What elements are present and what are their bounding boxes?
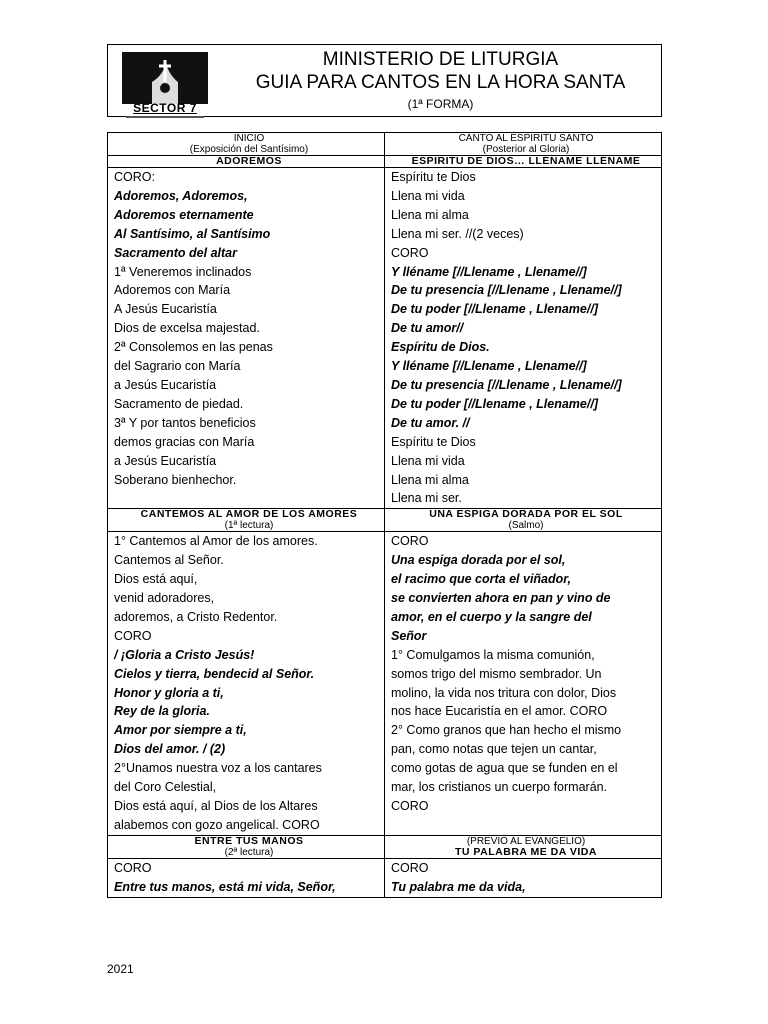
lyrics-espiga [385, 532, 662, 836]
lyric-line: De tu poder [//Llename , Llename//] [391, 396, 598, 411]
lyric-line: Al Santísimo, al Santísimo [114, 226, 271, 241]
lyric-line: De tu poder [//Llename , Llename//] [391, 302, 598, 317]
section-3-lyrics-row [108, 858, 662, 897]
lyrics-tu-palabra [385, 858, 662, 897]
lyric-line: como gotas de agua que se funden en el [391, 761, 618, 776]
ministry-title: MINISTERIO DE LITURGIA [322, 49, 559, 70]
lyric-line: Dios está aquí, [114, 572, 198, 587]
section-2-lyrics-row [108, 532, 662, 836]
lyric-line: amor, en el cuerpo y la sangre del [391, 609, 592, 624]
moment-sub: (Exposición del Santísimo) [189, 144, 309, 155]
lyric-line: Sacramento del altar [114, 245, 237, 260]
song-title: CANTEMOS AL AMOR DE LOS AMORES [140, 508, 358, 521]
logo-text: SECTOR 7 [133, 101, 197, 115]
lyrics-adoremos [108, 168, 385, 509]
lyric-line: se convierten ahora en pan y vino de [391, 591, 611, 606]
lyric-line: nos hace Eucaristía en el amor. CORO [391, 704, 608, 719]
lyrics-entre-tus-manos [108, 858, 385, 897]
lyric-line: Llena mi alma [391, 207, 469, 222]
lyric-line: 1ª Veneremos inclinados [114, 264, 252, 279]
lyric-line: Y lléname [//Llename , Llename//] [391, 264, 587, 279]
lyric-line: venid adoradores, [114, 591, 215, 606]
lyric-line: 2° Como granos que han hecho el mismo [391, 723, 622, 738]
song-title: ADOREMOS [216, 155, 282, 167]
lyric-line: del Coro Celestial, [114, 780, 217, 795]
lyric-line: Dios de excelsa majestad. [114, 321, 260, 336]
song-title-cell [108, 156, 385, 168]
lyric-line: del Sagrario con María [114, 359, 241, 374]
moment-sub: (2ª lectura) [224, 846, 274, 858]
lyric-line: demos gracias con María [114, 434, 255, 449]
lyric-line: mar, los cristianos un cuerpo formarán. [391, 780, 608, 795]
section-1-lyrics-row [108, 168, 662, 509]
lyric-line: alabemos con gozo angelical. CORO [114, 817, 320, 832]
lyric-line: Honor y gloria a ti, [114, 685, 224, 700]
lyric-line: CORO [391, 245, 429, 260]
document-header [107, 44, 662, 117]
section-2-header-row [108, 509, 662, 532]
guide-title: GUIA PARA CANTOS EN LA HORA SANTA [255, 72, 626, 93]
lyric-line: Una espiga dorada por el sol, [391, 553, 566, 568]
lyric-line: Señor [391, 628, 427, 643]
lyric-line: Tu palabra me da vida, [391, 879, 526, 894]
moment-label: CANTO AL ESPIRITU SANTO [458, 133, 594, 144]
lyric-line: somos trigo del mismo sembrador. Un [391, 666, 602, 681]
lyric-line: CORO [391, 799, 429, 813]
song-header-tu-palabra [385, 835, 662, 858]
lyric-line: Dios está aquí, al Dios de los Altares [114, 799, 318, 813]
lyric-line: CORO [391, 860, 429, 875]
footer-year: 2021 [107, 962, 134, 976]
lyric-line: CORO [114, 860, 152, 875]
lyric-line: Espíritu te Dios [391, 170, 476, 184]
logo-underline [126, 116, 204, 118]
lyrics-espiritu [385, 168, 662, 509]
lyric-line: Llena mi alma [391, 472, 469, 487]
lyric-line: CORO [391, 534, 429, 549]
song-header-entre-tus-manos [108, 835, 385, 858]
song-title: ESPIRITU DE DIOS… LLÉNAME LLÉNAME [411, 155, 641, 167]
song-title-cell [385, 156, 662, 168]
lyric-line: 2ª Consolemos en las penas [114, 340, 273, 355]
song-header-cantemos [108, 509, 385, 532]
lyric-line: Entre tus manos, está mi vida, Señor, [114, 879, 336, 894]
lyric-line: Soberano bienhechor. [114, 472, 237, 487]
moment-label: INICIO [233, 133, 265, 144]
lyric-line: Adoremos, Adoremos, [114, 188, 248, 203]
lyric-line: CORO [114, 628, 152, 643]
lyric-line: molino, la vida nos tritura con dolor, Dios [391, 685, 617, 700]
lyric-line: adoremos, a Cristo Redentor. [114, 609, 278, 624]
lyric-line: 3ª Y por tantos beneficios [114, 415, 256, 430]
lyric-line: Adoremos eternamente [114, 207, 254, 222]
songs-table [107, 132, 662, 898]
moment-sub: (Salmo) [508, 520, 544, 532]
lyric-line: De tu presencia [//Llename , Llename//] [391, 377, 622, 392]
song-header-espiga [385, 509, 662, 532]
section-1-header-row [108, 133, 662, 156]
lyric-line: Llena mi ser. [391, 491, 462, 506]
form-subtitle: (1ª FORMA) [407, 97, 474, 111]
lyric-line: Llena mi vida [391, 453, 465, 468]
lyric-line: 2°Unamos nuestra voz a los cantares [114, 761, 322, 776]
song-title: TU PALABRA ME DA VIDA [455, 845, 597, 858]
lyric-line: 1° Comulgamos la misma comunión, [391, 647, 595, 662]
song-title: UNA ESPIGA DORADA POR EL SOL [429, 508, 623, 521]
moment-sub: (1ª lectura) [224, 520, 274, 532]
lyric-line: Adoremos con María [114, 283, 231, 298]
lyric-line: / ¡Gloria a Cristo Jesús! [114, 647, 255, 662]
lyric-line: 1° Cantemos al Amor de los amores. [114, 534, 318, 549]
lyric-line: Espíritu te Dios [391, 434, 476, 449]
lyric-line: A Jesús Eucaristía [114, 302, 217, 317]
sector-7-logo [122, 52, 208, 114]
lyric-line: Rey de la gloria. [114, 704, 210, 719]
lyric-line: el racimo que corta el viñador, [391, 572, 571, 587]
lyric-line: a Jesús Eucaristía [114, 453, 217, 468]
moment-label: (PREVIO AL EVANGELIO) [466, 835, 586, 847]
lyric-line: Y lléname [//Llename , Llename//] [391, 359, 587, 374]
lyric-line: pan, como notas que tejen un cantar, [391, 742, 597, 757]
lyric-line: De tu amor. // [391, 415, 470, 430]
moment-sub: (Posterior al Gloria) [482, 144, 570, 155]
lyric-line: Llena mi vida [391, 188, 465, 203]
lyric-line: Espíritu de Dios. [391, 340, 490, 355]
lyric-line: Dios del amor. / (2) [114, 742, 226, 757]
lyric-line: CORO: [114, 170, 155, 184]
lyric-line: Sacramento de piedad. [114, 396, 244, 411]
logo-emblem-icon [122, 52, 208, 104]
lyric-line: De tu amor// [391, 321, 464, 336]
lyric-line: Amor por siempre a ti, [114, 723, 247, 738]
song-header-adoremos [108, 133, 385, 156]
song-header-espiritu [385, 133, 662, 156]
lyric-line: Llena mi ser. //(2 veces) [391, 226, 524, 241]
lyric-line: a Jesús Eucaristía [114, 377, 217, 392]
song-title: ENTRE TUS MANOS [194, 834, 304, 847]
lyric-line: Cielos y tierra, bendecid al Señor. [114, 666, 315, 681]
section-3-header-row [108, 835, 662, 858]
lyric-line: De tu presencia [//Llename , Llename//] [391, 283, 622, 298]
lyrics-cantemos [108, 532, 385, 836]
lyric-line: Cantemos al Señor. [114, 553, 224, 568]
section-1-title-row [108, 156, 662, 168]
